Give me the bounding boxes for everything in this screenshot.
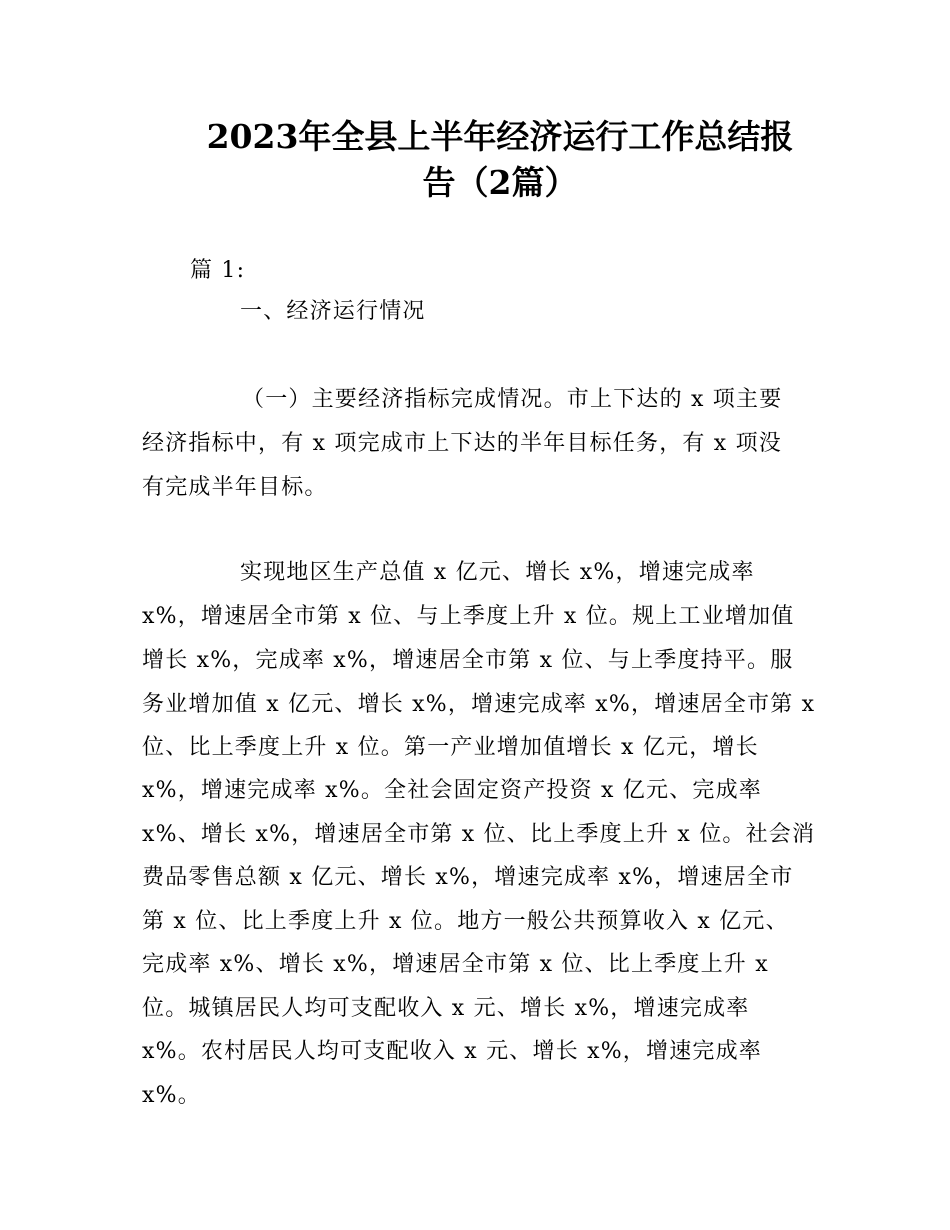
paragraph-line: 位、比上季度上升 x 位。第一产业增加值增长 x 亿元，增长 <box>142 735 759 760</box>
paragraph-line: 务业增加值 x 亿元、增长 x%，增速完成率 x%，增速居全市第 x <box>142 692 816 717</box>
paragraph-line: x%，增速居全市第 x 位、与上季度上升 x 位。规上工业增加值 <box>142 604 795 629</box>
paragraph-line: x%、增长 x%，增速居全市第 x 位、比上季度上升 x 位。社会消 <box>142 822 816 847</box>
document-title-line-2: 告（2篇） <box>422 163 578 202</box>
paragraph-line: 位。城镇居民人均可支配收入 x 元、增长 x%，增速完成率 <box>142 996 750 1021</box>
part-label: 篇 1: <box>190 258 246 283</box>
paragraph-line: x%。 <box>142 1083 201 1108</box>
section-heading: 一、经济运行情况 <box>240 299 426 324</box>
paragraph-line: 完成率 x%、增长 x%，增速居全市第 x 位、比上季度上升 x <box>142 952 769 977</box>
paragraph-line: 增长 x%，完成率 x%，增速居全市第 x 位、与上季度持平。服 <box>142 648 794 673</box>
paragraph-line: x%。农村居民人均可支配收入 x 元、增长 x%，增速完成率 <box>142 1039 763 1064</box>
paragraph-line: 经济指标中，有 x 项完成市上下达的半年目标任务，有 x 项没 <box>142 431 782 456</box>
paragraph-line: 有完成半年目标。 <box>142 475 328 500</box>
paragraph-line: 第 x 位、比上季度上升 x 位。地方一般公共预算收入 x 亿元、 <box>142 909 789 934</box>
document-title-line-1: 2023年全县上半年经济运行工作总结报 <box>206 117 794 156</box>
paragraph-line: x%，增速完成率 x%。全社会固定资产投资 x 亿元、完成率 <box>142 778 763 803</box>
paragraph-line: （一）主要经济指标完成情况。市上下达的 x 项主要 <box>242 387 783 412</box>
paragraph-line: 实现地区生产总值 x 亿元、增长 x%，增速完成率 <box>240 560 755 585</box>
paragraph-line: 费品零售总额 x 亿元、增长 x%，增速完成率 x%，增速居全市 <box>142 865 794 890</box>
